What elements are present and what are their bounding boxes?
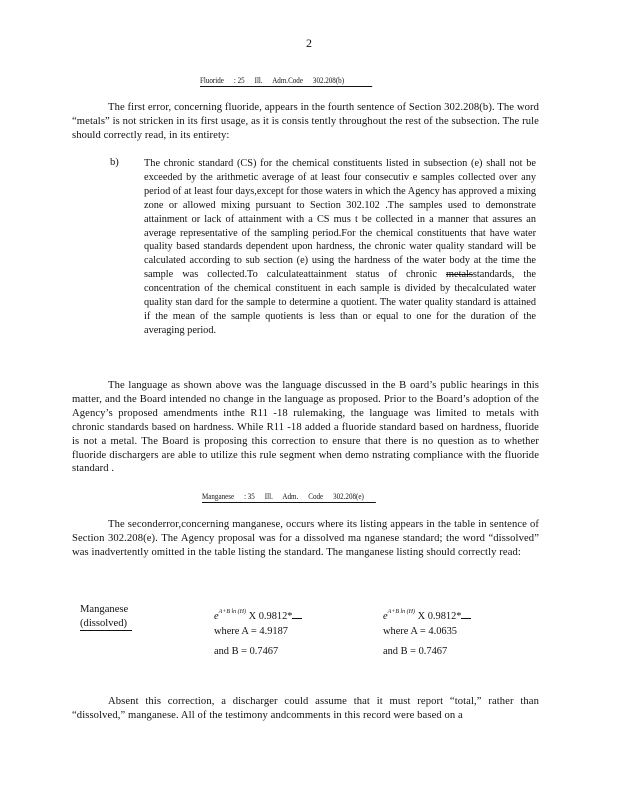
heading-part: 302.208(e) (333, 491, 364, 501)
formula-exponent: A+B ln (H) (387, 609, 415, 615)
fluoride-intro-paragraph: The first error, concerning fluoride, appears in the fourth sentence of Section 302.208(b). The word “metals” is not stricken in its first usage, as it is consis tently throughout the rest of the subsection. The rule should correctly read, in its entirety: (72, 102, 539, 141)
formula-a-label: where A = (214, 626, 257, 637)
manganese-intro-paragraph: The seconderror,concerning manganese, occurs where its listing appears in the table in sentence of Section 302.208(e). The Agency proposal was for a dissolved ma nganese standard; the word “dissolved” was inadvertently omitted in the table listing the standard. The manganese listing should correctly read: (72, 519, 539, 558)
rule-text-block (144, 157, 536, 338)
fluoride-section-heading (200, 75, 372, 87)
manganese-closing-paragraph: Absent this correction, a discharger could assume that it must report “total,” rather than “dissolved,” manganese. All of the testimony andcomments in this record were based on a (72, 696, 539, 721)
formula-a-row (383, 625, 471, 645)
formula-expression (383, 605, 471, 625)
formula-a-value: 4.0635 (428, 626, 457, 637)
formula-multiplier: X 0.9812* (417, 611, 462, 622)
formula-b-value: 0.7467 (249, 646, 279, 657)
label-line: Manganese (80, 604, 129, 615)
heading-part: Manganese (202, 491, 235, 501)
formula-a-label: where A = (383, 626, 426, 637)
page-number: 2 (306, 36, 312, 50)
formula-a-value: 4.9187 (259, 626, 288, 637)
formula-base: e (383, 611, 388, 622)
stricken-word: metals (446, 269, 473, 281)
heading-part: Ill. (254, 75, 263, 85)
formula-base: e (214, 611, 219, 622)
chronic-formula (383, 605, 471, 665)
list-item-label: b) (110, 157, 119, 168)
rule-text-part: The chronic standard (CS) for the chemical constituents listed in subsection (e) shall not be exceeded by the arithmetic average of at least four consecutiv e samples collected over any period of at least four days,except for those waters in which the Agency has approved a mixing zone or allowed mixing pursuant to Section 302.102 .The samples used to demonstrate attainment or lack of attainment with a CS mus t be collected in a manner that assures an average representative of the sampling period.For the chemical constituents that have water quality based standards dependent upon hardness, the chronic water quality standard will be calculated according to sub section (e) using the hardness of the water body at the time the sample was collected.To calculateattainment status of chronic (144, 158, 536, 281)
manganese-section-heading (202, 491, 376, 503)
heading-part: Fluoride (200, 75, 224, 85)
formula-a-row (214, 625, 302, 645)
heading-part: : 35 (244, 491, 255, 501)
fluoride-explanation-paragraph: The language as shown above was the language discussed in the B oard’s public hearings in this matter, and the Board intended no change in the language as proposed. Prior to the Board’s adoption of the Agency’s proposed amendments inthe R11 -18 rulemaking, the language was limited to metals with chronic standards based on hardness. While R11 -18 added a fluoride standard based on hardness, fluoride is not a metal. The Board is proposing this correction to ensure that there is no question as to whether fluoride dischargers are able to utilize this rule segment when demo nstrating compliance with the fluoride standard . (72, 380, 539, 475)
heading-part: : 25 (233, 75, 245, 85)
formula-b-row (383, 645, 471, 665)
formula-blank (461, 609, 471, 619)
heading-part: Adm. (282, 491, 299, 501)
formula-multiplier: X 0.9812* (248, 611, 293, 622)
label-line: (dissolved) (80, 617, 128, 629)
formula-b-value: 0.7467 (418, 646, 448, 657)
formula-b-label: and B = (383, 646, 416, 657)
formula-exponent: A+B ln (H) (218, 609, 246, 615)
formula-b-label: and B = (214, 646, 247, 657)
formula-blank (292, 609, 302, 619)
acute-formula (214, 605, 302, 665)
manganese-table-label (80, 603, 132, 631)
heading-part: Adm.Code (272, 75, 303, 85)
formula-b-row (214, 645, 302, 665)
heading-part: Code (308, 491, 324, 501)
heading-part: Ill. (264, 491, 273, 501)
formula-expression (214, 605, 302, 625)
heading-part: 302.208(b) (312, 75, 345, 85)
rule-text-part: standards, the concentration of the chemical constituent in each sample is divided by thecalculated water quality stan dard for the sample to determine a quotient. The water quality standard is attained if the mean of the sample quotients is less than or equal to one for the duration of the averaging period. (144, 269, 536, 336)
